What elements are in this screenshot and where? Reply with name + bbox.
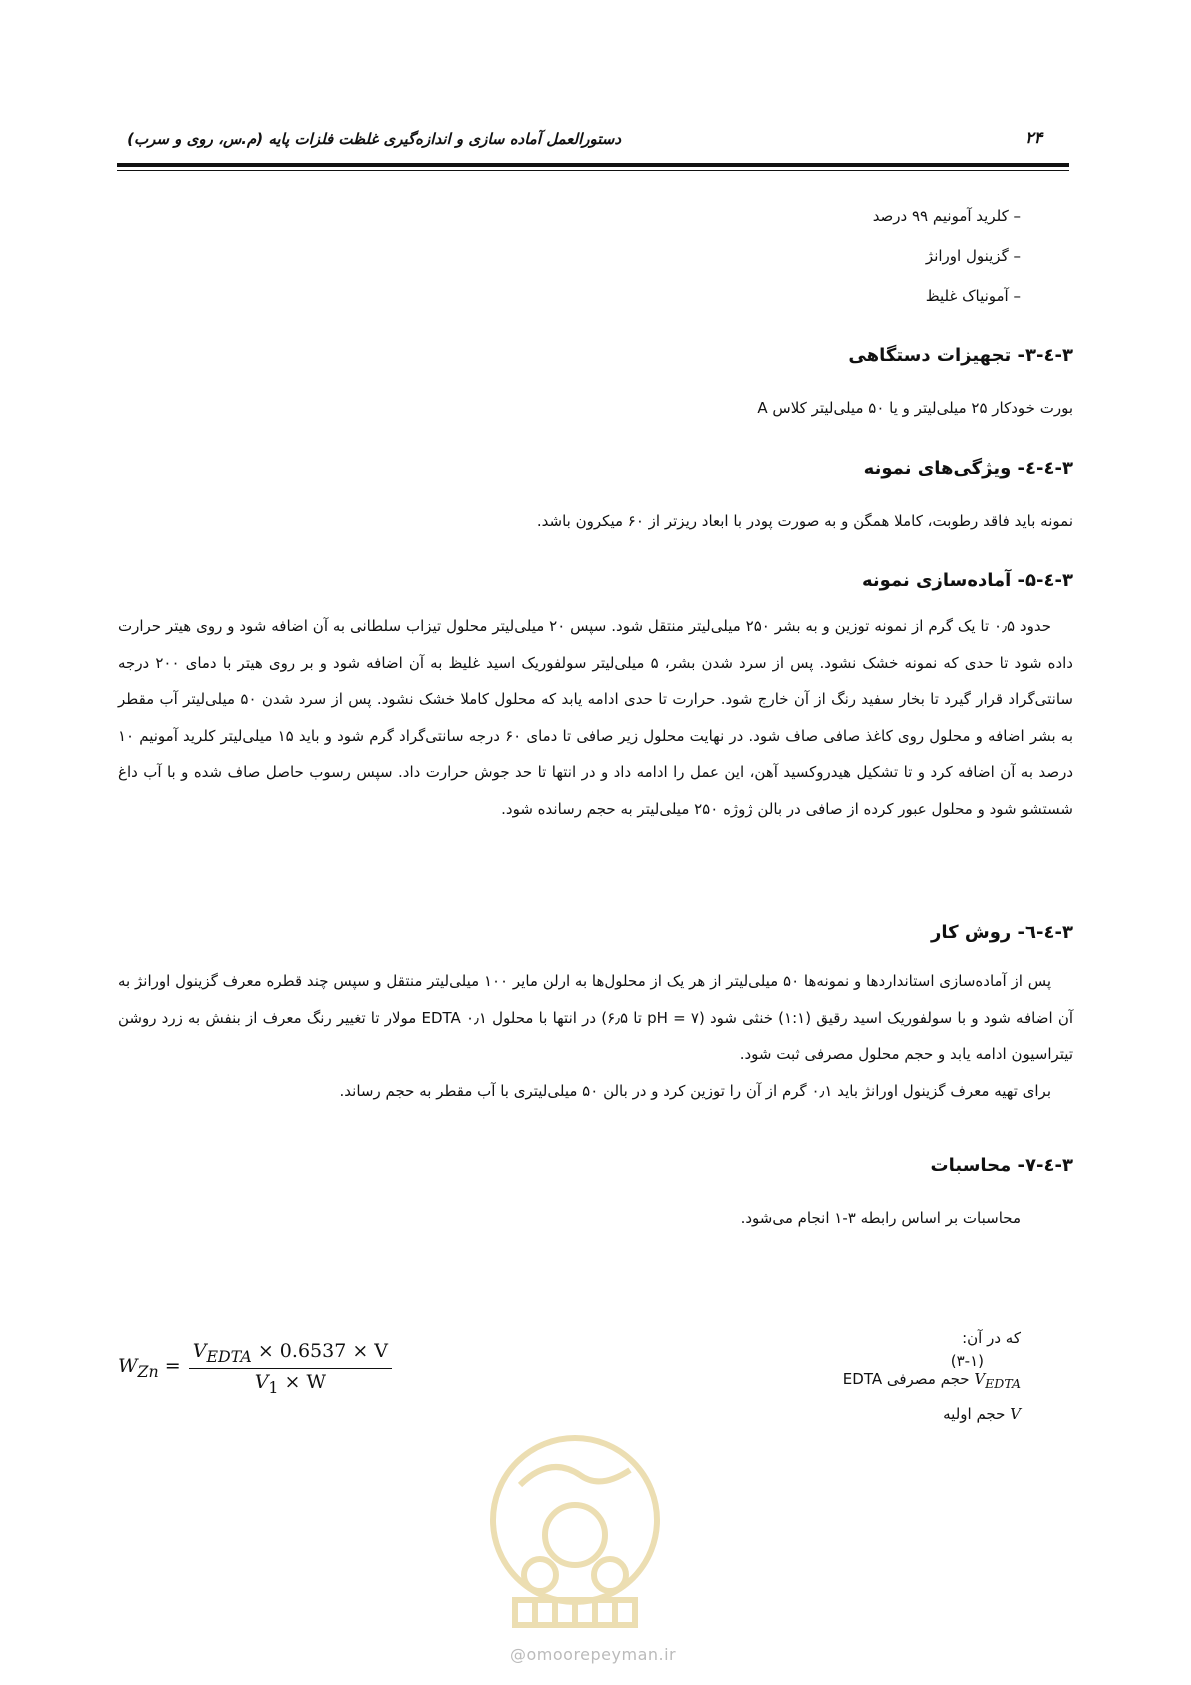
where-label: که در آن: bbox=[962, 1329, 1021, 1347]
eq-num-subscript: EDTA bbox=[206, 1346, 252, 1366]
equipment-text: بورت خودکار ۲۵ میلی‌لیتر و یا ۵۰ میلی‌لیتر کلاس A bbox=[757, 399, 1073, 417]
paragraph: برای تهیه معرف گزینول اورانژ باید ۰٫۱ گرم از آن را توزین کرد و در بالن ۵۰ میلی‌لیتری با آب مقطر به حجم رساند. bbox=[339, 1081, 1051, 1100]
sample-prep-paragraph bbox=[118, 608, 1073, 827]
equation-numerator bbox=[189, 1340, 392, 1369]
section-heading-procedure: ۳-٤-٦- روش کار bbox=[931, 922, 1073, 943]
section-heading-equipment: ۳-٤-۳- تجهیزات دستگاهی bbox=[848, 345, 1073, 366]
page-number: ۲۴ bbox=[1025, 128, 1043, 147]
var-symbol: V bbox=[974, 1370, 986, 1388]
equation-number: (۳-۱) bbox=[950, 1352, 984, 1370]
watermark-url: @omoorepeyman.ir bbox=[510, 1645, 677, 1664]
list-item: – گزینول اورانژ bbox=[925, 247, 1021, 265]
section-heading-calculations: ۳-٤-۷- محاسبات bbox=[930, 1155, 1073, 1176]
header-rule bbox=[117, 163, 1069, 167]
variable-definition bbox=[943, 1405, 1021, 1423]
var-symbol: V bbox=[1010, 1405, 1021, 1423]
section-heading-sample-prep: ۳-٤-۵- آماده‌سازی نمونه bbox=[861, 570, 1073, 591]
eq-den-subscript: 1 bbox=[268, 1377, 279, 1397]
list-item: – کلرید آمونیم ۹۹ درصد bbox=[872, 207, 1021, 225]
paragraph: حدود ۰٫۵ تا یک گرم از نمونه توزین و به بشر ۲۵۰ میلی‌لیتر منتقل شود. سپس ۲۰ میلی‌لیتر محلول تیزاب سلطانی به آن اضافه شود و روی هیتر حرارت داده شود تا حدی که نمونه خشک نشود. پس از سرد شدن بشر، ۵ میلی‌لیتر سولفوریک اسید غلیظ به آن اضافه شود و بر روی هیتر با دمای ۲۰۰ درجه سانتی‌گراد قرار گیرد تا بخار سفید رنگ از آن خارج شود. حرارت تا حدی ادامه یابد که محلول کاملا خشک نشود. پس از سرد شدن ۵۰ میلی‌لیتر آب مقطر به بشر اضافه و محلول روی کاغذ صافی صاف شود. در نهایت محلول زیر صافی تا دمای ۶۰ درجه سانتی‌گراد گرم شود و باید ۱۵ میلی‌لیتر کلرید آمونیم ۱۰ درصد به آن اضافه کرد و تا تشکیل هیدروکسید آهن، این عمل را ادامه داد و در انتها تا حد جوش حرارت داد. سپس رسوب حاصل صاف شده و با آب داغ شستشو شود و محلول عبور کرده از صافی در بالن ژوژه ۲۵۰ میلی‌لیتر به حجم رسانده شود. bbox=[118, 617, 1073, 818]
eq-lhs-symbol: W bbox=[118, 1355, 138, 1378]
list-item: – آمونیاک غلیظ bbox=[925, 287, 1021, 305]
equation-denominator bbox=[255, 1369, 326, 1397]
eq-den-rest: × W bbox=[278, 1370, 327, 1393]
calculations-text: محاسبات بر اساس رابطه ۳-۱ انجام می‌شود. bbox=[740, 1209, 1021, 1227]
equation-w-zn: $W_{Zn}$ = $\frac{V_{EDTA} \times 0.6537 \times V}{V_1 \times W}$ bbox=[118, 1340, 392, 1397]
sample-specs-text: نمونه باید فاقد رطوبت، کاملا همگن و به صورت پودر با ابعاد ریزتر از ۶۰ میکرون باشد. bbox=[536, 512, 1073, 530]
eq-num-symbol: V bbox=[192, 1340, 207, 1362]
section-heading-sample-specs: ۳-٤-٤- ویژگی‌های نمونه bbox=[863, 458, 1073, 479]
eq-lhs-subscript: Zn bbox=[137, 1362, 159, 1382]
var-subscript: EDTA bbox=[985, 1376, 1021, 1391]
eq-num-rest: × 0.6537 × V bbox=[251, 1340, 389, 1362]
eq-den-symbol: V bbox=[254, 1370, 269, 1393]
reagent-list bbox=[621, 196, 1021, 316]
running-header-title: دستورالعمل آماده سازی و اندازه‌گیری غلظت فلزات پایه (م.س، روی و سرب) bbox=[127, 130, 621, 148]
procedure-paragraphs bbox=[118, 963, 1073, 1109]
equation-fraction bbox=[189, 1340, 392, 1397]
var-description: حجم اولیه bbox=[943, 1405, 1011, 1423]
header-rule-thin bbox=[117, 170, 1069, 171]
watermark-logo bbox=[480, 1425, 670, 1639]
variable-definition bbox=[843, 1370, 1021, 1391]
var-description: حجم مصرفی EDTA bbox=[842, 1370, 975, 1388]
paragraph: پس از آماده‌سازی استانداردها و نمونه‌ها ۵۰ میلی‌لیتر از هر یک از محلول‌ها به ارلن مایر ۱۰۰ میلی‌لیتر منتقل و سپس چند قطره معرف گزینول اورانژ به آن اضافه شود و با سولفوریک اسید رقیق (۱:۱) خنثی شود (pH = ۷ تا ۶٫۵) در انتها با محلول EDTA ۰٫۱ مولار تا تغییر رنگ معرف از بنفش به زرد روشن تیتراسیون ادامه یابد و حجم محلول مصرفی ثبت شود. bbox=[118, 972, 1074, 1063]
